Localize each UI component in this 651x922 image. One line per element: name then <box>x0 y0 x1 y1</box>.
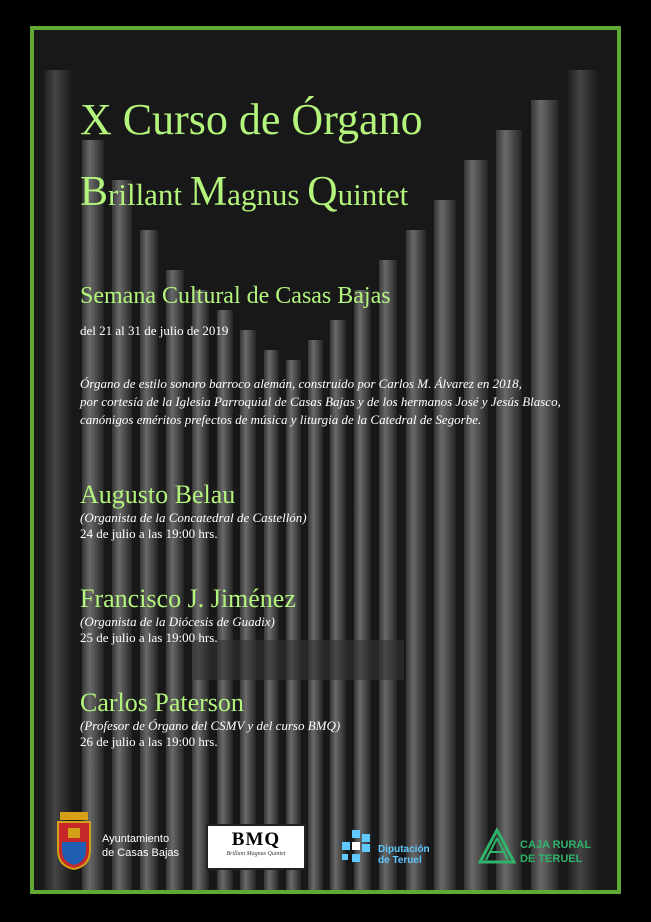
subtitle-initial-b: B <box>80 169 109 215</box>
performer-block <box>80 480 307 542</box>
ayuntamiento-label <box>102 832 179 860</box>
description-line: canónigos eméritos prefectos de música y liturgia de la Catedral de Segorbe. <box>80 412 482 427</box>
performer-time: 25 de julio a las 19:00 hrs. <box>80 630 218 645</box>
bmq-logo-text: BMQ <box>231 829 281 850</box>
ayuntamiento-line: Ayuntamiento <box>102 833 170 845</box>
poster-frame <box>30 26 621 894</box>
sponsor-logos <box>30 800 621 890</box>
performer-name: Augusto Belau <box>80 480 236 509</box>
subtitle-rest-1: rillant <box>108 177 183 212</box>
organ-pipes-background <box>34 30 621 894</box>
performer-block <box>80 584 296 646</box>
diputacion-line: de Teruel <box>378 855 422 866</box>
diputacion-label <box>378 844 430 866</box>
caja-rural-line: CAJA RURAL <box>520 839 592 851</box>
bmq-logo <box>206 824 306 870</box>
subtitle-initial-q: Q <box>307 169 338 215</box>
description-line: por cortesía de la Iglesia Parroquial de Casas Bajas y de los hermanos José y Jesús Blasco, <box>80 394 561 409</box>
coat-of-arms-icon <box>54 812 94 870</box>
performer-time: 24 de julio a las 19:00 hrs. <box>80 526 218 541</box>
bmq-logo-subtext: Brillant Magnus Quintet <box>226 851 286 857</box>
performer-time: 26 de julio a las 19:00 hrs. <box>80 734 218 749</box>
description-line: Órgano de estilo sonoro barroco alemán, construido por Carlos M. Álvarez en 2018, <box>80 376 522 391</box>
organ-description <box>80 375 561 429</box>
performer-name: Carlos Paterson <box>80 688 244 717</box>
event-name: Semana Cultural de Casas Bajas <box>80 283 391 309</box>
performer-role: (Profesor de Órgano del CSMV y del curso BMQ) <box>80 718 341 733</box>
subtitle-rest-2: agnus <box>227 177 300 212</box>
performer-role: (Organista de la Diócesis de Guadix) <box>80 614 275 629</box>
caja-rural-label <box>520 838 591 866</box>
performer-role: (Organista de la Concatedral de Castellón) <box>80 510 307 525</box>
subtitle-rest-3: uintet <box>337 177 409 212</box>
performer-block <box>80 688 340 750</box>
poster-subtitle <box>80 168 408 216</box>
event-dates: del 21 al 31 de julio de 2019 <box>80 323 229 338</box>
diputacion-line: Diputación <box>378 844 430 855</box>
caja-rural-line: DE TERUEL <box>520 853 583 865</box>
performer-name: Francisco J. Jiménez <box>80 584 296 613</box>
diputacion-icon <box>340 830 376 866</box>
caja-rural-icon <box>478 828 516 864</box>
poster-title: X Curso de Órgano <box>80 95 423 144</box>
subtitle-initial-m: M <box>189 169 228 215</box>
ayuntamiento-line: de Casas Bajas <box>102 847 180 859</box>
